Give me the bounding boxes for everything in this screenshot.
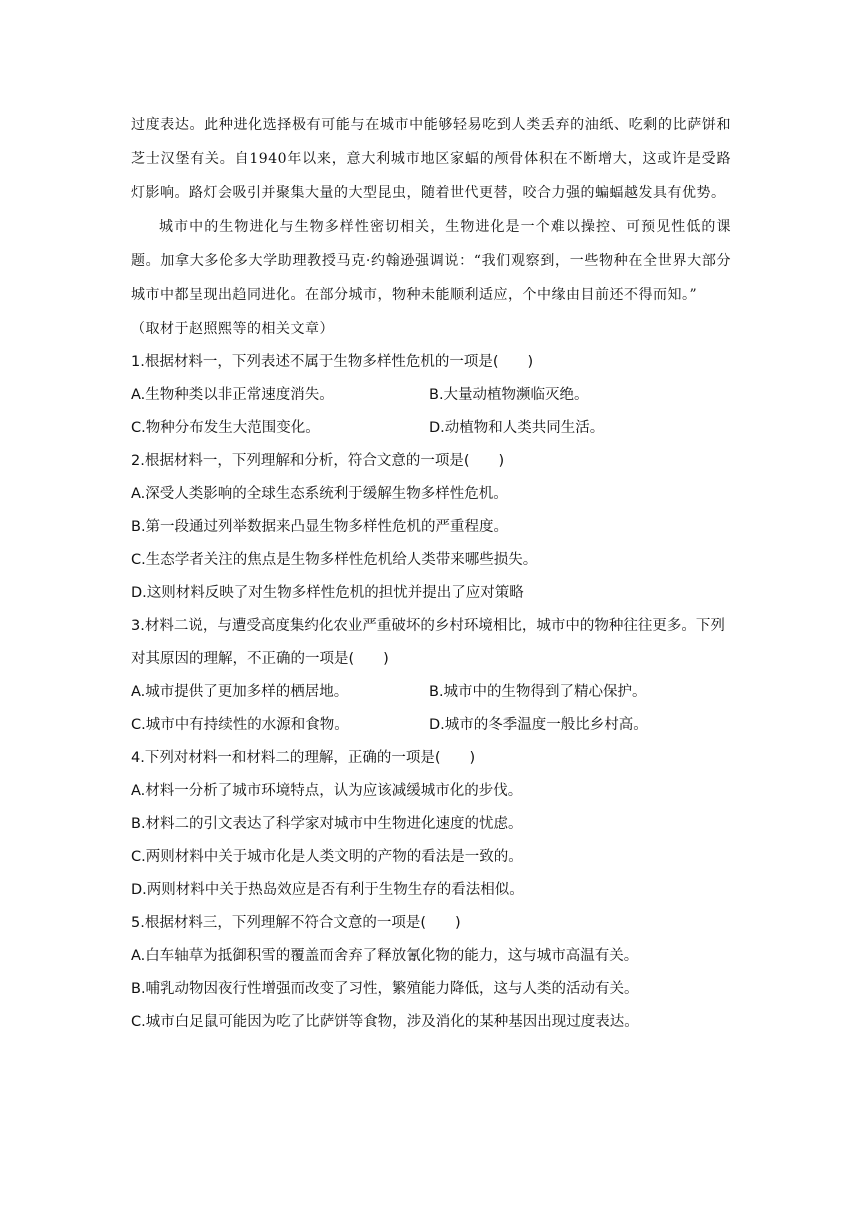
question-3 [131,610,731,742]
option-row [131,709,731,742]
option-b: B.城市中的生物得到了精心保护。 [429,684,647,700]
question-stem: 2.根据材料一，下列理解和分析，符合文意的一项是( ) [131,453,505,469]
option-a: A.材料一分析了城市环境特点，认为应该减缓城市化的步伐。 [131,783,523,799]
option-b: B.哺乳动物因夜行性增强而改变了习性，繁殖能力降低，这与人类的活动有关。 [131,981,639,997]
question-stem: 5.根据材料三，下列理解不符合文意的一项是( ) [131,915,461,931]
question-stem: 3.材料二说，与遭受高度集约化农业严重破坏的乡村环境相比，城市中的物种往往更多。下列对其原因的理解，不正确的一项是( ) [131,618,725,667]
option-a: A.白车轴草为抵御积雪的覆盖而舍弃了释放氰化物的能力，这与城市高温有关。 [131,948,639,964]
question-2 [131,445,731,610]
option-row [131,412,731,445]
question-stem: 4.下列对材料一和材料二的理解，正确的一项是( ) [131,750,476,766]
option-c: C.城市白足鼠可能因为吃了比萨饼等食物，涉及消化的某种基因出现过度表达。 [131,1014,639,1030]
question-stem: 1.根据材料一，下列表述不属于生物多样性危机的一项是( ) [131,354,534,370]
question-4 [131,742,731,907]
option-d: D.这则材料反映了对生物多样性危机的担忧并提出了应对策略 [131,585,524,601]
question-5 [131,907,731,1039]
option-a: A.城市提供了更加多样的栖居地。 [131,684,349,700]
passage-paragraph-2: 城市中的生物进化与生物多样性密切相关，生物进化是一个难以操控、可预见性低的课题。加拿大多伦多大学助理教授马克·约翰逊强调说：“我们观察到，一些物种在全世界大部分城市中都呈现出趋同进化。在部分城市，物种未能顺利适应，个中缘由目前还不得而知。” [131,219,731,303]
option-b: B.材料二的引文表达了科学家对城市中生物进化速度的忧虑。 [131,816,523,832]
option-c: C.城市中有持续性的水源和食物。 [131,717,349,733]
reading-passage [131,108,731,346]
passage-source: （取材于赵照熙等的相关文章） [131,321,334,337]
option-a: A.生物种类以非正常速度消失。 [131,387,334,403]
option-a: A.深受人类影响的全球生态系统利于缓解生物多样性危机。 [131,486,508,502]
passage-paragraph-1: 过度表达。此种进化选择极有可能与在城市中能够轻易吃到人类丢弃的油纸、吃剩的比萨饼和芝士汉堡有关。自1940年以来，意大利城市地区家蝠的颅骨体积在不断增大，这或许是受路灯影响。路灯会吸引并聚集大量的大型昆虫，随着世代更替，咬合力强的蝙蝠越发具有优势。 [131,117,731,201]
option-c: C.物种分布发生大范围变化。 [131,420,320,436]
option-d: D.动植物和人类共同生活。 [429,420,605,436]
option-d: D.城市的冬季温度一般比乡村高。 [429,717,648,733]
option-b: B.大量动植物濒临灭绝。 [429,387,589,403]
option-c: C.两则材料中关于城市化是人类文明的产物的看法是一致的。 [131,849,523,865]
option-c: C.生态学者关注的焦点是生物多样性危机给人类带来哪些损失。 [131,552,538,568]
option-row [131,379,731,412]
option-b: B.第一段通过列举数据来凸显生物多样性危机的严重程度。 [131,519,509,535]
option-row [131,676,731,709]
question-1 [131,346,731,445]
page-content [131,108,731,1039]
option-d: D.两则材料中关于热岛效应是否有利于生物生存的看法相似。 [131,882,524,898]
